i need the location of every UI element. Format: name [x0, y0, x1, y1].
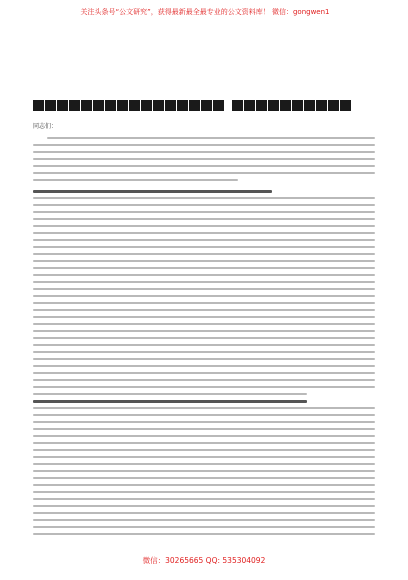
- paragraph-intro: [33, 137, 375, 186]
- section-1: [33, 190, 375, 400]
- document-title: [33, 99, 373, 111]
- greeting: 同志们：: [33, 123, 58, 130]
- top-banner: 关注头条号“公文研究”，获得最新最全最专业的公文资料库！ 微信：gongwen1: [80, 8, 330, 16]
- bottom-banner: 微信：30265665 QQ: 535304092: [142, 556, 266, 565]
- section-2: [33, 400, 375, 540]
